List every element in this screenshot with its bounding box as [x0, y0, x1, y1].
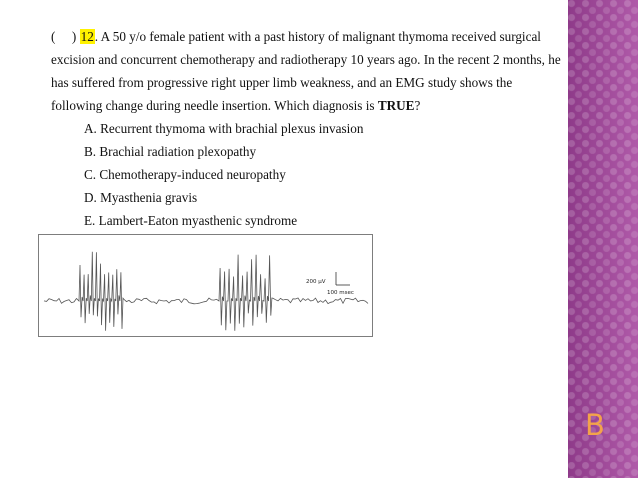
option-c: C. Chemotherapy-induced neuropathy	[84, 167, 286, 182]
option-e: E. Lambert-Eaton myasthenic syndrome	[84, 213, 298, 228]
emg-figure	[38, 234, 373, 337]
question-number: 12	[80, 29, 94, 44]
question-end: ?	[414, 98, 421, 113]
question-body: . A 50 y/o female patient with a past history of malignant thymoma received surgical excision and concurrent chemotherapy and radiotherapy 10 years ago. In the recent 2 months, he has suffered from progressive right upper limb weakness, and an EMG study shows the following change during needle insertion. Which diagnosis is	[51, 29, 561, 113]
time-label: 100 msec	[327, 290, 354, 296]
emg-trace	[44, 252, 368, 331]
answer-paren-open: (	[51, 29, 56, 44]
amplitude-label: 200 µV	[306, 279, 326, 285]
option-b: B. Brachial radiation plexopathy	[84, 144, 257, 159]
option-a: A. Recurrent thymoma with brachial plexus invasion	[84, 121, 364, 136]
options-list	[84, 117, 363, 232]
option-d: D. Myasthenia gravis	[84, 190, 198, 205]
answer-paren-close: )	[71, 29, 77, 44]
scale-bar	[306, 272, 354, 296]
answer-letter: B	[585, 408, 605, 442]
emg-trace-svg	[39, 235, 374, 338]
emphasis-true: TRUE	[377, 98, 415, 113]
question-text	[51, 25, 566, 117]
